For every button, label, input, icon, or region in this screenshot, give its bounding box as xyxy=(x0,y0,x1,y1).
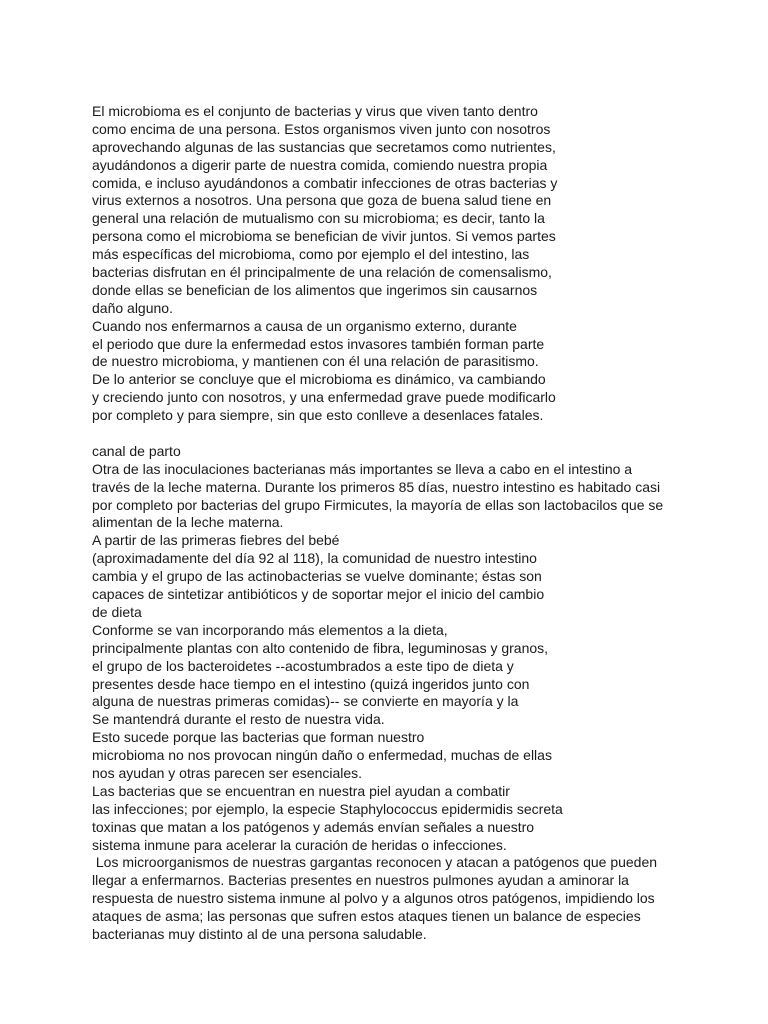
text-line: daño alguno. xyxy=(92,299,173,316)
text-line: toxinas que matan a los patógenos y además envían señales a nuestro xyxy=(92,818,535,835)
text-line: de dieta xyxy=(92,603,142,620)
text-line: Conforme se van incorporando más elementos a la dieta, xyxy=(92,621,448,638)
text-line: el grupo de los bacteroidetes --acostumbrados a este tipo de dieta y xyxy=(92,657,514,674)
text-line: donde ellas se benefician de los alimentos que ingerimos sin causarnos xyxy=(92,281,538,298)
text-line: Esto sucede porque las bacterias que forman nuestro xyxy=(92,729,425,746)
text-line: sistema inmune para acelerar la curación de heridas o infecciones. xyxy=(92,836,507,853)
text-line: virus externos a nosotros. Una persona que goza de buena salud tiene en xyxy=(92,192,552,209)
text-line: ayudándonos a digerir parte de nuestra comida, comiendo nuestra propia xyxy=(92,156,548,173)
text-line: Cuando nos enfermarnos a causa de un organismo externo, durante xyxy=(92,317,517,334)
blank-line xyxy=(92,425,732,443)
section-heading: canal de parto xyxy=(92,442,181,459)
text-line: (aproximadamente del día 92 al 118), la comunidad de nuestro intestino xyxy=(92,550,537,567)
text-line: bacterianas muy distinto al de una persona saludable. xyxy=(92,925,427,942)
text-line: el periodo que dure la enfermedad estos invasores también forman parte xyxy=(92,335,545,352)
text-line: alimentan de la leche materna. xyxy=(92,514,284,531)
text-line: como encima de una persona. Estos organismos viven junto con nosotros xyxy=(92,120,551,137)
text-line: Otra de las inoculaciones bacterianas más importantes se lleva a cabo en el intestino a xyxy=(92,460,633,477)
text-line: comida, e incluso ayudándonos a combatir infecciones de otras bacterias y xyxy=(92,174,558,191)
text-line: microbioma no nos provocan ningún daño o enfermedad, muchas de ellas xyxy=(92,747,552,764)
text-line: De lo anterior se concluye que el microbioma es dinámico, va cambiando xyxy=(92,371,546,388)
text-line: respuesta de nuestro sistema inmune al polvo y a algunos otros patógenos, impidiendo los xyxy=(92,890,655,907)
text-line: las infecciones; por ejemplo, la especie Staphylococcus epidermidis secreta xyxy=(92,800,563,817)
text-line: más específicas del microbioma, como por ejemplo el del intestino, las xyxy=(92,246,530,263)
text-line: por completo por bacterias del grupo Firmicutes, la mayoría de ellas son lactobacilos que se xyxy=(92,496,664,513)
text-line: Las bacterias que se encuentran en nuestra piel ayudan a combatir xyxy=(92,782,510,799)
text-line: bacterias disfrutan en él principalmente de una relación de comensalismo, xyxy=(92,264,552,281)
text-line: A partir de las primeras fiebres del bebé xyxy=(92,532,340,549)
text-line: y creciendo junto con nosotros, y una enfermedad grave puede modificarlo xyxy=(92,389,556,406)
text-line: El microbioma es el conjunto de bacterias y virus que viven tanto dentro xyxy=(92,103,538,119)
text-line: general una relación de mutualismo con su microbioma; es decir, tanto la xyxy=(92,210,545,227)
text-line: por completo y para siempre, sin que esto conlleve a desenlaces fatales. xyxy=(92,407,544,424)
text-line: ataques de asma; las personas que sufren estos ataques tienen un balance de especies xyxy=(92,908,641,925)
text-line: alguna de nuestras primeras comidas)-- se convierte en mayoría y la xyxy=(92,693,519,710)
text-line: Se mantendrá durante el resto de nuestra vida. xyxy=(92,711,385,728)
text-line: llegar a enfermarnos. Bacterias presentes en nuestros pulmones ayudan a aminorar la xyxy=(92,872,629,889)
text-line: cambia y el grupo de las actinobacterias se vuelve dominante; éstas son xyxy=(92,568,542,585)
text-line: capaces de sintetizar antibióticos y de soportar mejor el inicio del cambio xyxy=(92,586,545,603)
document-body xyxy=(92,103,732,944)
text-line: principalmente plantas con alto contenido de fibra, leguminosas y granos, xyxy=(92,639,549,656)
text-line: nos ayudan y otras parecen ser esenciales. xyxy=(92,764,363,781)
text-line: través de la leche materna. Durante los primeros 85 días, nuestro intestino es habitado casi xyxy=(92,478,661,495)
text-line: de nuestro microbioma, y mantienen con él una relación de parasitismo. xyxy=(92,353,539,370)
text-line: Los microorganismos de nuestras gargantas reconocen y atacan a patógenos que pueden xyxy=(92,854,658,871)
text-line: persona como el microbioma se benefician de vivir juntos. Si vemos partes xyxy=(92,228,556,245)
text-line: aprovechando algunas de las sustancias que secretamos como nutrientes, xyxy=(92,138,556,155)
text-line: presentes desde hace tiempo en el intestino (quizá ingeridos junto con xyxy=(92,675,530,692)
